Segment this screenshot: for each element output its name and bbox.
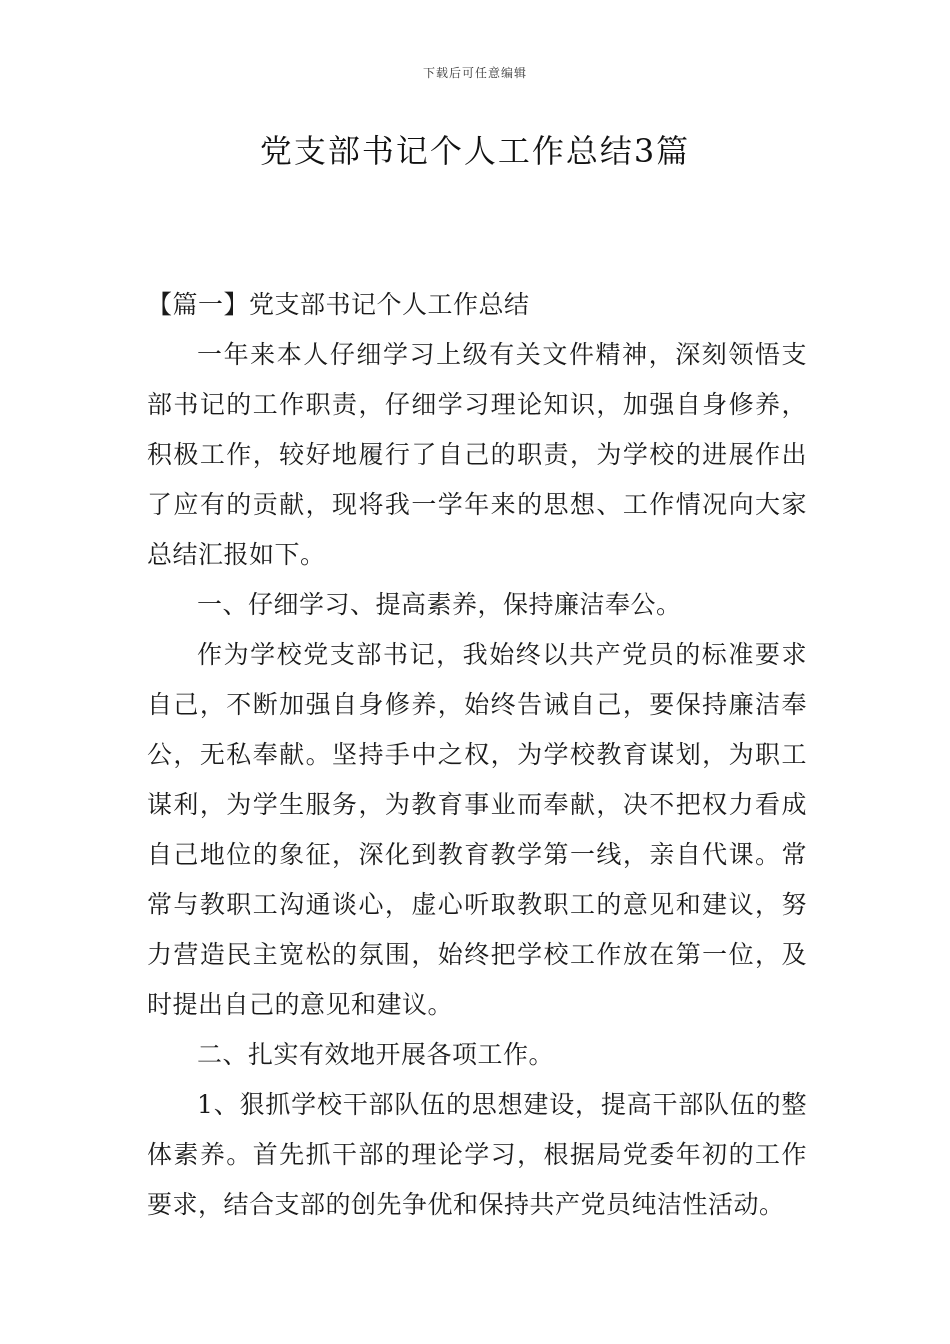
header-note: 下载后可任意编辑 (422, 66, 527, 80)
subheading-two: 二、扎实有效地开展各项工作。 (197, 1040, 555, 1069)
section-heading: 【篇一】党支部书记个人工作总结 (147, 290, 530, 319)
document-title: 党支部书记个人工作总结3篇 (259, 132, 691, 170)
paragraph-two: 1、狠抓学校干部队伍的思想建设，提高干部队伍的整体素养。首先抓干部的理论学习，根据局党委年初的工作要求，结合支部的创先争优和保持共产党员纯洁性活动。 (147, 1090, 807, 1219)
subheading-one: 一、仔细学习、提高素养，保持廉洁奉公。 (197, 590, 682, 619)
paragraph-intro: 一年来本人仔细学习上级有关文件精神，深刻领悟支部书记的工作职责，仔细学习理论知识，加强自身修养，积极工作，较好地履行了自己的职责，为学校的进展作出了应有的贡献，现将我一学年来的思想、工作情况向大家总结汇报如下。 (147, 340, 807, 569)
paragraph-one: 作为学校党支部书记，我始终以共产党员的标准要求自己，不断加强自身修养，始终告诫自己，要保持廉洁奉公，无私奉献。坚持手中之权，为学校教育谋划，为职工谋利，为学生服务，为教育事业而奉献，决不把权力看成自己地位的象征，深化到教育教学第一线，亲自代课。常常与教职工沟通谈心，虚心听取教职工的意见和建议，努力营造民主宽松的氛围，始终把学校工作放在第一位，及时提出自己的意见和建议。 (147, 640, 807, 1019)
document-body (147, 280, 807, 1230)
